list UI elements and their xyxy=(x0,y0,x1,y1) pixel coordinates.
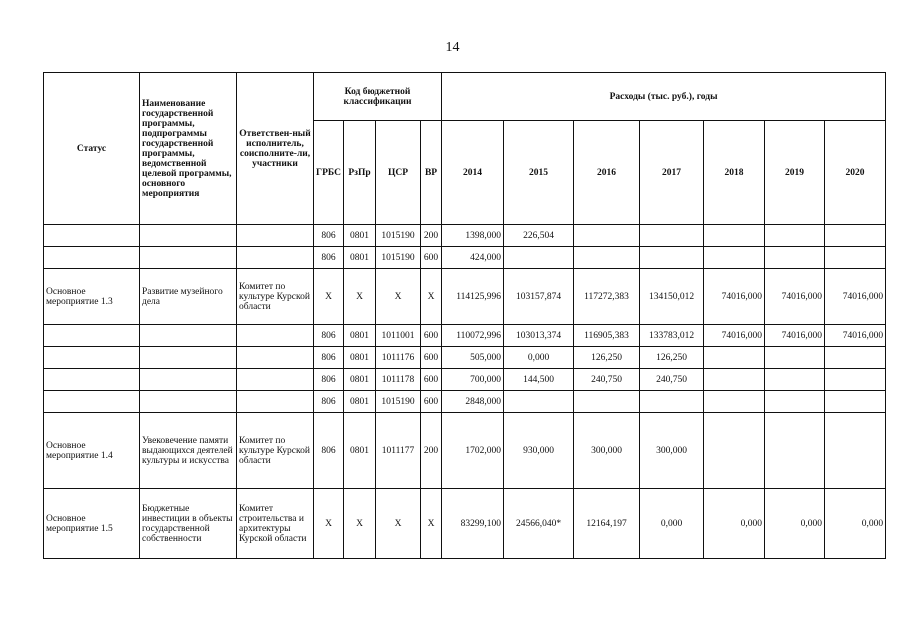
cell-value xyxy=(640,225,704,247)
cell-rzpr: 0801 xyxy=(344,225,376,247)
cell-value: 1398,000 xyxy=(442,225,504,247)
cell-status xyxy=(44,247,140,269)
cell-name xyxy=(140,247,237,269)
table-row xyxy=(44,369,886,391)
header-year: 2014 xyxy=(442,121,504,225)
cell-value xyxy=(504,247,574,269)
cell-name xyxy=(140,325,237,347)
header-budget-code: Код бюджетной классификации xyxy=(314,73,442,121)
cell-status xyxy=(44,347,140,369)
cell-value: 103013,374 xyxy=(504,325,574,347)
header-expenses: Расходы (тыс. руб.), годы xyxy=(442,73,886,121)
cell-rzpr: 0801 xyxy=(344,413,376,489)
header-rzpr: РзПр xyxy=(344,121,376,225)
cell-value xyxy=(825,247,886,269)
cell-rzpr: 0801 xyxy=(344,347,376,369)
cell-responsible xyxy=(237,391,314,413)
cell-value: 0,000 xyxy=(765,489,825,559)
cell-value xyxy=(765,347,825,369)
cell-vr: 600 xyxy=(421,325,442,347)
cell-status xyxy=(44,325,140,347)
cell-value xyxy=(765,413,825,489)
budget-table xyxy=(43,72,886,559)
cell-value: 505,000 xyxy=(442,347,504,369)
cell-csr: X xyxy=(376,269,421,325)
cell-vr: X xyxy=(421,269,442,325)
cell-csr: 1015190 xyxy=(376,225,421,247)
cell-responsible: Комитет по культуре Курской области xyxy=(237,269,314,325)
cell-value xyxy=(704,391,765,413)
cell-value: 133783,012 xyxy=(640,325,704,347)
header-year: 2015 xyxy=(504,121,574,225)
cell-value: 240,750 xyxy=(574,369,640,391)
cell-value: 0,000 xyxy=(704,489,765,559)
header-name: Наименование государственной программы, подпрограммы государственной программы, ведомственной целевой программы, основного мероприятия xyxy=(140,73,237,225)
cell-value: 134150,012 xyxy=(640,269,704,325)
cell-rzpr: 0801 xyxy=(344,325,376,347)
cell-rzpr: 0801 xyxy=(344,247,376,269)
cell-value: 12164,197 xyxy=(574,489,640,559)
cell-csr: 1011178 xyxy=(376,369,421,391)
cell-responsible: Комитет по культуре Курской области xyxy=(237,413,314,489)
cell-value xyxy=(765,369,825,391)
cell-name xyxy=(140,391,237,413)
cell-grbs: 806 xyxy=(314,247,344,269)
cell-name: Увековечение памяти выдающихся деятелей культуры и искусства xyxy=(140,413,237,489)
cell-value: 74016,000 xyxy=(825,269,886,325)
cell-grbs: 806 xyxy=(314,347,344,369)
cell-value xyxy=(825,391,886,413)
cell-status xyxy=(44,369,140,391)
cell-value xyxy=(574,391,640,413)
cell-vr: 200 xyxy=(421,225,442,247)
table-row xyxy=(44,413,886,489)
cell-responsible xyxy=(237,347,314,369)
cell-csr: 1015190 xyxy=(376,391,421,413)
cell-status xyxy=(44,225,140,247)
cell-status: Основное мероприятие 1.4 xyxy=(44,413,140,489)
cell-value: 74016,000 xyxy=(704,325,765,347)
cell-csr: 1011177 xyxy=(376,413,421,489)
cell-value: 110072,996 xyxy=(442,325,504,347)
header-vr: ВР xyxy=(421,121,442,225)
cell-vr: 600 xyxy=(421,347,442,369)
cell-csr: 1011001 xyxy=(376,325,421,347)
cell-status: Основное мероприятие 1.3 xyxy=(44,269,140,325)
cell-value xyxy=(765,225,825,247)
cell-name xyxy=(140,369,237,391)
cell-value: 226,504 xyxy=(504,225,574,247)
header-responsible: Ответствен-ный исполнитель, соисполните-ли, участники xyxy=(237,73,314,225)
cell-value: 74016,000 xyxy=(765,325,825,347)
header-year: 2018 xyxy=(704,121,765,225)
cell-value: 83299,100 xyxy=(442,489,504,559)
header-year: 2016 xyxy=(574,121,640,225)
cell-grbs: 806 xyxy=(314,391,344,413)
header-row-top xyxy=(44,73,886,121)
cell-value: 74016,000 xyxy=(765,269,825,325)
table-row xyxy=(44,489,886,559)
cell-value: 103157,874 xyxy=(504,269,574,325)
table-row xyxy=(44,325,886,347)
table-row xyxy=(44,347,886,369)
header-csr: ЦСР xyxy=(376,121,421,225)
table-row xyxy=(44,269,886,325)
cell-value: 126,250 xyxy=(640,347,704,369)
cell-value xyxy=(825,225,886,247)
cell-value xyxy=(704,347,765,369)
cell-name xyxy=(140,225,237,247)
cell-vr: X xyxy=(421,489,442,559)
cell-value xyxy=(704,247,765,269)
cell-vr: 600 xyxy=(421,391,442,413)
cell-value: 0,000 xyxy=(825,489,886,559)
table-row xyxy=(44,247,886,269)
cell-value: 300,000 xyxy=(640,413,704,489)
cell-grbs: 806 xyxy=(314,413,344,489)
cell-value: 424,000 xyxy=(442,247,504,269)
cell-grbs: 806 xyxy=(314,325,344,347)
cell-rzpr: 0801 xyxy=(344,391,376,413)
cell-responsible xyxy=(237,225,314,247)
cell-value xyxy=(640,247,704,269)
header-year: 2019 xyxy=(765,121,825,225)
cell-name: Бюджетные инвестиции в объекты государственной собственности xyxy=(140,489,237,559)
header-status: Статус xyxy=(44,73,140,225)
cell-value: 2848,000 xyxy=(442,391,504,413)
cell-grbs: X xyxy=(314,489,344,559)
cell-value: 74016,000 xyxy=(704,269,765,325)
cell-value xyxy=(704,369,765,391)
cell-name xyxy=(140,347,237,369)
cell-vr: 600 xyxy=(421,247,442,269)
cell-value xyxy=(765,391,825,413)
table-row xyxy=(44,391,886,413)
cell-value xyxy=(825,347,886,369)
cell-value: 0,000 xyxy=(640,489,704,559)
table-row xyxy=(44,225,886,247)
header-year: 2017 xyxy=(640,121,704,225)
cell-value: 116905,383 xyxy=(574,325,640,347)
cell-name: Развитие музейного дела xyxy=(140,269,237,325)
cell-grbs: 806 xyxy=(314,225,344,247)
cell-responsible: Комитет строительства и архитектуры Курской области xyxy=(237,489,314,559)
cell-responsible xyxy=(237,369,314,391)
cell-rzpr: X xyxy=(344,269,376,325)
cell-value xyxy=(574,247,640,269)
header-grbs: ГРБС xyxy=(314,121,344,225)
cell-value: 0,000 xyxy=(504,347,574,369)
cell-rzpr: 0801 xyxy=(344,369,376,391)
cell-vr: 600 xyxy=(421,369,442,391)
cell-value xyxy=(504,391,574,413)
cell-value xyxy=(825,413,886,489)
cell-csr: 1011176 xyxy=(376,347,421,369)
cell-grbs: X xyxy=(314,269,344,325)
cell-value: 144,500 xyxy=(504,369,574,391)
cell-status: Основное мероприятие 1.5 xyxy=(44,489,140,559)
cell-value xyxy=(704,225,765,247)
cell-value: 700,000 xyxy=(442,369,504,391)
cell-responsible xyxy=(237,325,314,347)
cell-value xyxy=(704,413,765,489)
cell-value: 74016,000 xyxy=(825,325,886,347)
cell-value xyxy=(825,369,886,391)
page-number: 14 xyxy=(445,40,460,55)
cell-value xyxy=(574,225,640,247)
cell-value: 24566,040* xyxy=(504,489,574,559)
cell-responsible xyxy=(237,247,314,269)
cell-grbs: 806 xyxy=(314,369,344,391)
cell-status xyxy=(44,391,140,413)
cell-csr: 1015190 xyxy=(376,247,421,269)
cell-value: 240,750 xyxy=(640,369,704,391)
cell-vr: 200 xyxy=(421,413,442,489)
cell-rzpr: X xyxy=(344,489,376,559)
cell-value: 117272,383 xyxy=(574,269,640,325)
cell-value xyxy=(640,391,704,413)
cell-value: 126,250 xyxy=(574,347,640,369)
header-year: 2020 xyxy=(825,121,886,225)
cell-value xyxy=(765,247,825,269)
cell-value: 114125,996 xyxy=(442,269,504,325)
cell-value: 930,000 xyxy=(504,413,574,489)
cell-csr: X xyxy=(376,489,421,559)
cell-value: 300,000 xyxy=(574,413,640,489)
cell-value: 1702,000 xyxy=(442,413,504,489)
